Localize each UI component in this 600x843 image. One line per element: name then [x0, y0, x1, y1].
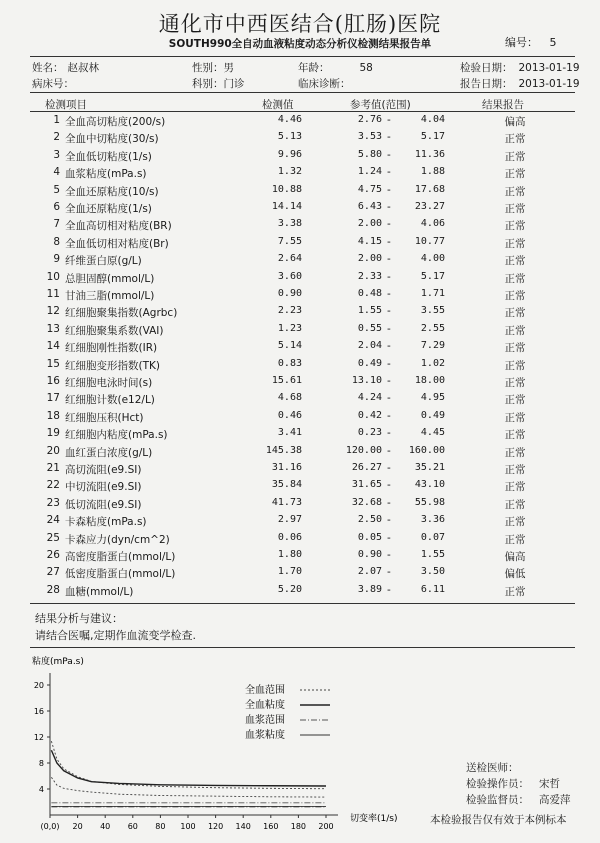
row-result: 正常: [504, 324, 526, 337]
row-value: 3.60: [277, 270, 302, 282]
row-item-name: 全血还原粘度(1/s): [65, 203, 152, 215]
row-number: 10: [46, 270, 60, 283]
row-result: 偏低: [504, 568, 526, 581]
range-dash: -: [387, 166, 391, 179]
row-item-name: 全血高切相对粘度(BR): [65, 220, 172, 233]
row-item-name: 全血中切粘度(30/s): [65, 133, 159, 146]
row-item-name: 红细胞内粘度(mPa.s): [65, 429, 168, 442]
row-item-name: 卡森粘度(mPa.s): [65, 516, 147, 529]
row-number: 14: [46, 340, 60, 353]
row-result: 正常: [504, 464, 526, 476]
row-result: 正常: [504, 498, 526, 511]
x-tick-label: 180: [290, 822, 307, 831]
row-result: 正常: [504, 516, 526, 529]
x-tick-label: 160: [263, 822, 279, 831]
row-result: 正常: [504, 272, 526, 285]
row-result: 偏高: [504, 551, 526, 563]
row-value: 1.32: [277, 166, 302, 178]
range-dash: -: [387, 148, 391, 161]
row-number: 22: [46, 479, 60, 492]
table-row: [0, 323, 600, 341]
patient-sex: [192, 60, 234, 75]
row-item-name: 总胆固醇(mmol/L): [65, 272, 155, 285]
x-tick-label: 40: [100, 822, 111, 831]
table-row: [0, 166, 600, 184]
row-result: 正常: [504, 342, 526, 355]
bed-number: [32, 76, 74, 91]
row-result: 正常: [504, 429, 526, 442]
row-range-low: 0.49: [357, 357, 382, 369]
row-range-low: 0.05: [357, 531, 382, 543]
table-row: [0, 271, 600, 289]
row-range-low: 6.43: [357, 201, 382, 212]
table-row: [0, 479, 600, 497]
row-value: 1.23: [277, 322, 302, 334]
info-divider: [30, 92, 575, 93]
range-dash: -: [387, 131, 391, 144]
test-date-value: 2013-01-19: [518, 62, 580, 74]
row-value: 7.55: [277, 235, 302, 247]
row-item-name: 高切流阻(e9.SI): [65, 464, 142, 476]
row-number: 7: [53, 218, 60, 231]
row-value: 1.70: [277, 566, 302, 578]
supervisor-value: 高爱萍: [539, 794, 571, 806]
row-range-low: 2.07: [357, 566, 382, 578]
row-result: 正常: [504, 255, 526, 268]
row-number: 16: [46, 375, 60, 387]
row-item-name: 血红蛋白浓度(g/L): [65, 446, 153, 459]
range-dash: -: [387, 340, 391, 353]
operator-value: 宋哲: [539, 778, 560, 790]
row-item-name: 中切流阻(e9.SI): [65, 481, 142, 494]
row-range-high: 1.55: [420, 549, 445, 560]
row-number: 4: [53, 166, 60, 179]
table-row: [0, 445, 600, 463]
row-value: 0.90: [277, 288, 302, 299]
row-range-low: 0.48: [357, 288, 382, 299]
row-result: 正常: [504, 394, 526, 407]
range-dash: -: [387, 409, 391, 422]
range-dash: -: [387, 444, 391, 457]
row-number: 27: [46, 566, 60, 579]
row-item-name: 全血还原粘度(10/s): [65, 185, 159, 198]
row-item-name: 全血低切粘度(1/s): [65, 150, 152, 163]
row-value: 1.80: [277, 549, 302, 560]
row-value: 4.68: [277, 392, 302, 404]
row-number: 17: [46, 392, 60, 405]
row-range-low: 0.23: [357, 427, 382, 439]
row-number: 20: [46, 444, 60, 457]
row-item-name: 红细胞聚集系数(VAI): [65, 324, 164, 337]
x-tick-label: 100: [180, 822, 196, 831]
row-item-name: 血浆粘度(mPa.s): [65, 168, 147, 181]
row-item-name: 红细胞刚性指数(IR): [65, 342, 158, 355]
row-number: 9: [53, 253, 60, 266]
row-result: 正常: [504, 585, 526, 598]
supervisor-label: 检验监督员：: [466, 794, 529, 806]
x-tick-label: 140: [235, 822, 251, 831]
row-item-name: 红细胞电泳时间(s): [65, 377, 153, 389]
row-range-low: 0.55: [357, 322, 382, 334]
row-range-high: 3.55: [420, 305, 445, 317]
series-line: [51, 777, 326, 797]
row-result: 正常: [504, 411, 526, 424]
row-item-name: 低切流阻(e9.SI): [65, 498, 142, 511]
row-range-high: 55.98: [414, 496, 445, 508]
patient-age: [298, 60, 373, 75]
bed-label: 病床号：: [32, 78, 74, 90]
row-value: 31.16: [271, 462, 302, 473]
x-tick-label: (0,0): [40, 822, 60, 831]
range-dash: -: [387, 218, 391, 231]
table-row: [0, 532, 600, 550]
table-row: [0, 375, 600, 393]
range-dash: -: [387, 583, 391, 596]
row-value: 35.84: [271, 479, 302, 491]
row-range-high: 18.00: [414, 375, 445, 386]
report-date-value: 2013-01-19: [518, 78, 580, 90]
patient-age-label: 年龄：: [298, 62, 330, 74]
column-header-item: 检测项目: [45, 99, 87, 111]
table-row: [0, 358, 600, 376]
range-dash: -: [387, 201, 391, 213]
row-range-high: 43.10: [414, 479, 445, 491]
row-value: 9.96: [277, 148, 302, 160]
row-result: 正常: [504, 359, 526, 372]
row-range-low: 2.00: [357, 253, 382, 265]
row-range-high: 160.00: [408, 444, 445, 456]
table-row: [0, 462, 600, 480]
row-range-high: 10.77: [414, 235, 445, 247]
table-row: [0, 114, 600, 132]
table-row: [0, 184, 600, 202]
row-range-low: 2.76: [357, 114, 382, 125]
row-number: 6: [53, 201, 60, 213]
row-result: 正常: [504, 481, 526, 494]
row-range-low: 26.27: [351, 462, 382, 473]
column-header-value: 检测值: [262, 99, 294, 111]
table-row: [0, 201, 600, 219]
table-row: [0, 514, 600, 532]
row-item-name: 全血低切相对粘度(Br): [65, 237, 169, 250]
row-range-low: 0.90: [357, 549, 382, 560]
row-item-name: 甘油三脂(mmol/L): [65, 290, 155, 302]
legend-label: 全血粘度: [245, 700, 285, 711]
row-result: 正常: [504, 533, 526, 546]
range-dash: -: [387, 305, 391, 318]
row-range-high: 4.06: [420, 218, 445, 230]
operator-label: 检验操作员：: [466, 778, 529, 790]
conclusion-divider: [30, 647, 575, 648]
row-range-low: 4.15: [357, 235, 382, 247]
row-item-name: 血糖(mmol/L): [65, 585, 134, 598]
department-label: 科别：: [192, 78, 224, 90]
row-range-low: 3.89: [357, 583, 382, 595]
range-dash: -: [387, 375, 391, 387]
supervisor: [466, 792, 571, 807]
row-range-low: 2.00: [357, 218, 382, 230]
row-number: 5: [53, 183, 60, 196]
row-number: 3: [53, 148, 60, 161]
range-dash: -: [387, 392, 391, 405]
row-value: 3.41: [277, 427, 302, 439]
row-number: 28: [46, 583, 60, 596]
row-range-high: 1.71: [420, 288, 445, 299]
row-value: 15.61: [271, 375, 302, 386]
row-range-high: 2.55: [420, 322, 445, 334]
y-tick-label: 16: [33, 707, 44, 716]
row-range-low: 13.10: [351, 375, 382, 386]
table-row: [0, 253, 600, 271]
row-value: 14.14: [271, 201, 302, 212]
row-number: 8: [53, 235, 60, 248]
table-row: [0, 149, 600, 167]
range-dash: -: [387, 270, 391, 283]
row-value: 0.83: [277, 357, 302, 369]
patient-sex-value: 男: [223, 62, 234, 74]
range-dash: -: [387, 531, 391, 544]
row-range-high: 0.49: [420, 409, 445, 421]
row-item-name: 红细胞压积(Hct): [65, 411, 144, 424]
row-item-name: 低密度脂蛋白(mmol/L): [65, 568, 176, 581]
range-dash: -: [387, 235, 391, 248]
report-subtitle: SOUTH990全自动血液粘度动态分析仪检测结果报告单: [168, 38, 432, 50]
legend-label: 血浆粘度: [245, 730, 285, 741]
x-tick-label: 200: [318, 822, 334, 831]
range-dash: -: [387, 496, 391, 509]
range-dash: -: [387, 288, 391, 300]
row-item-name: 高密度脂蛋白(mmol/L): [65, 551, 176, 563]
hospital-title: 通化市中西医结合(肛肠)医院: [158, 12, 442, 36]
row-range-high: 0.07: [420, 531, 445, 543]
table-row: [0, 497, 600, 515]
row-result: 正常: [504, 307, 526, 320]
report-date-label: 报告日期：: [460, 78, 513, 90]
row-range-high: 1.02: [420, 357, 445, 369]
row-value: 3.38: [277, 218, 302, 230]
x-tick-label: 20: [72, 822, 83, 831]
row-range-low: 4.24: [357, 392, 382, 404]
table-row: [0, 427, 600, 445]
department: [192, 76, 245, 91]
row-range-high: 5.17: [420, 131, 445, 143]
row-item-name: 卡森应力(dyn/cm^2): [65, 533, 170, 546]
row-number: 18: [46, 409, 60, 422]
row-range-low: 1.55: [357, 305, 382, 317]
row-range-low: 5.80: [357, 148, 382, 160]
table-row: [0, 340, 600, 358]
row-number: 13: [46, 322, 60, 335]
range-dash: -: [387, 322, 391, 335]
y-axis-label: 粘度(mPa.s): [32, 657, 84, 667]
range-dash: -: [387, 114, 391, 126]
row-number: 1: [53, 114, 60, 126]
table-row: [0, 218, 600, 236]
row-range-high: 4.45: [420, 427, 445, 439]
serial-label: 编号：: [505, 36, 538, 49]
conclusion-text: 请结合医嘱,定期作血流变学检查.: [35, 629, 196, 642]
row-value: 2.64: [277, 253, 302, 265]
row-number: 24: [46, 514, 60, 527]
row-range-high: 23.27: [414, 201, 445, 212]
row-range-low: 32.68: [351, 496, 382, 508]
conclusion-label: 结果分析与建议：: [35, 612, 123, 625]
series-line: [51, 750, 326, 786]
row-value: 5.14: [277, 340, 302, 352]
table-row: [0, 549, 600, 567]
test-date: [460, 60, 580, 75]
row-range-high: 35.21: [414, 462, 445, 473]
table-bottom-divider: [30, 603, 575, 604]
row-range-high: 17.68: [414, 183, 445, 195]
row-range-high: 11.36: [414, 148, 445, 160]
row-result: 正常: [504, 133, 526, 146]
row-value: 0.46: [277, 409, 302, 421]
row-range-high: 3.50: [420, 566, 445, 578]
column-header-result: 结果报告: [482, 99, 524, 111]
x-tick-label: 120: [207, 822, 224, 831]
table-row: [0, 410, 600, 428]
patient-name-label: 姓名：: [32, 62, 64, 74]
row-range-high: 5.17: [420, 270, 445, 282]
test-date-label: 检验日期：: [460, 62, 513, 74]
range-dash: -: [387, 427, 391, 440]
row-range-high: 4.00: [420, 253, 445, 265]
range-dash: -: [387, 183, 391, 196]
row-number: 11: [46, 288, 60, 300]
row-result: 正常: [504, 377, 526, 389]
row-number: 21: [46, 462, 60, 474]
table-row: [0, 392, 600, 410]
row-range-low: 0.42: [357, 409, 382, 421]
table-row: [0, 288, 600, 306]
range-dash: -: [387, 549, 391, 561]
row-result: 正常: [504, 203, 526, 215]
range-dash: -: [387, 514, 391, 527]
row-number: 23: [46, 496, 60, 509]
row-result: 正常: [504, 168, 526, 181]
row-range-high: 4.04: [420, 114, 445, 125]
row-number: 15: [46, 357, 60, 370]
table-row: [0, 131, 600, 149]
row-result: 偏高: [504, 116, 526, 128]
row-range-low: 31.65: [351, 479, 382, 491]
row-range-low: 2.50: [357, 514, 382, 526]
row-result: 正常: [504, 446, 526, 459]
serial-value: 5: [549, 36, 557, 49]
table-row: [0, 566, 600, 584]
row-value: 145.38: [265, 444, 302, 456]
row-result: 正常: [504, 185, 526, 198]
row-range-high: 7.29: [420, 340, 445, 352]
table-header-divider: [30, 111, 575, 112]
row-value: 2.23: [277, 305, 302, 317]
sender-label: 送检医师：: [466, 762, 519, 774]
range-dash: -: [387, 357, 391, 370]
y-tick-label: 20: [33, 681, 44, 690]
x-tick-label: 60: [127, 822, 138, 831]
row-number: 12: [46, 305, 60, 318]
row-range-low: 2.33: [357, 270, 382, 282]
x-tick-label: 80: [155, 822, 166, 831]
row-range-high: 1.88: [420, 166, 445, 178]
x-axis-label: 切变率(1/s): [350, 814, 398, 824]
row-value: 0.06: [277, 531, 302, 543]
table-row: [0, 236, 600, 254]
row-range-low: 4.75: [357, 183, 382, 195]
table-row: [0, 305, 600, 323]
row-value: 5.13: [277, 131, 302, 143]
legend-label: 血浆范围: [245, 715, 285, 726]
legend-label: 全血范围: [245, 685, 285, 696]
column-header-range: 参考值(范围): [350, 99, 411, 111]
department-value: 门诊: [223, 78, 245, 90]
report-date: [460, 76, 580, 91]
row-value: 10.88: [271, 183, 302, 195]
row-range-low: 1.24: [357, 166, 382, 178]
range-dash: -: [387, 566, 391, 579]
sender-doctor: [466, 760, 519, 775]
y-tick-label: 8: [38, 759, 44, 768]
row-range-low: 2.04: [357, 340, 382, 352]
row-item-name: 全血高切粘度(200/s): [65, 116, 166, 128]
patient-age-value: 58: [359, 62, 373, 74]
row-result: 正常: [504, 220, 526, 233]
patient-name-value: 赵叔林: [67, 62, 99, 74]
table-row: [0, 584, 600, 602]
row-value: 2.97: [277, 514, 302, 526]
row-range-low: 120.00: [345, 444, 382, 456]
row-number: 19: [46, 427, 60, 440]
validity-note: 本检验报告仅有效于本例标本: [430, 814, 567, 826]
row-item-name: 纤维蛋白原(g/L): [65, 255, 142, 268]
row-range-high: 3.36: [420, 514, 445, 526]
row-range-high: 4.95: [420, 392, 445, 404]
row-value: 5.20: [277, 583, 302, 595]
row-item-name: 红细胞计数(e12/L): [65, 394, 155, 407]
row-item-name: 红细胞变形指数(TK): [65, 359, 160, 372]
diagnosis: [298, 76, 351, 91]
range-dash: -: [387, 479, 391, 492]
row-value: 41.73: [271, 496, 302, 508]
y-tick-label: 4: [38, 785, 44, 794]
operator: [466, 776, 560, 791]
row-value: 4.46: [277, 114, 302, 125]
row-range-low: 3.53: [357, 131, 382, 143]
range-dash: -: [387, 253, 391, 266]
row-number: 25: [46, 531, 60, 544]
serial-number: [505, 34, 557, 50]
patient-sex-label: 性别：: [192, 62, 224, 74]
row-result: 正常: [504, 150, 526, 163]
y-tick-label: 12: [33, 733, 44, 742]
patient-name: [32, 60, 99, 75]
diagnosis-label: 临床诊断：: [298, 78, 351, 90]
range-dash: -: [387, 462, 391, 474]
row-item-name: 红细胞聚集指数(Agrbc): [65, 307, 178, 320]
row-number: 26: [46, 549, 60, 561]
header-divider: [30, 56, 575, 57]
row-result: 正常: [504, 237, 526, 250]
row-range-high: 6.11: [420, 583, 445, 595]
row-number: 2: [53, 131, 60, 144]
row-result: 正常: [504, 290, 526, 302]
